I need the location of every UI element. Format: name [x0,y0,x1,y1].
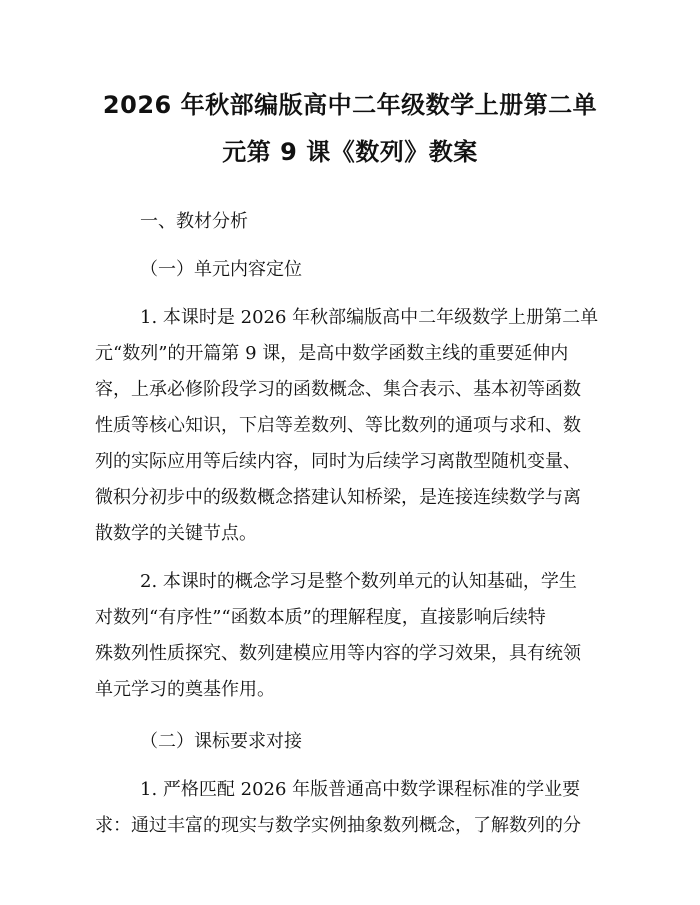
paragraph-1-line: 1. 本课时是 2026 年秋部编版高中二年级数学上册第二单 [140,307,599,328]
paragraph-1-line: 散数学的关键节点。 [95,523,257,544]
title-line-1: 2026 年秋部编版高中二年级数学上册第二单 [102,91,598,119]
title-line-2: 元第 9 课《数列》教案 [222,138,478,166]
paragraph-3-line: 求：通过丰富的现实与数学实例抽象数列概念，了解数列的分 [95,815,581,836]
paragraph-2-line: 对数列“有序性”“函数本质”的理解程度，直接影响后续特 [95,607,546,628]
document-title [95,82,605,176]
paragraph-1-line: 列的实际应用等后续内容，同时为后续学习离散型随机变量、 [95,451,581,472]
paragraph-2-line: 殊数列性质探究、数列建模应用等内容的学习效果，具有统领 [95,643,581,664]
section-heading-1: 一、教材分析 [140,211,248,232]
paragraph-2-line: 单元学习的奠基作用。 [95,679,275,700]
paragraph-1-line: 微积分初步中的级数概念搭建认知桥梁，是连接连续数学与离 [95,487,581,508]
paragraph-2-line: 2. 本课时的概念学习是整个数列单元的认知基础，学生 [140,571,577,592]
subsection-heading-2: （二）课标要求对接 [140,731,302,752]
paragraph-3-line: 1. 严格匹配 2026 年版普通高中数学课程标准的学业要 [140,779,581,800]
paragraph-2 [95,564,605,708]
paragraph-3 [95,772,605,844]
paragraph-1-line: 容，上承必修阶段学习的函数概念、集合表示、基本初等函数 [95,379,581,400]
paragraph-1 [95,300,605,552]
paragraph-1-line: 元“数列”的开篇第 9 课，是高中数学函数主线的重要延伸内 [95,343,569,364]
subsection-heading-1: （一）单元内容定位 [140,259,302,280]
paragraph-1-line: 性质等核心知识，下启等差数列、等比数列的通项与求和、数 [95,415,581,436]
